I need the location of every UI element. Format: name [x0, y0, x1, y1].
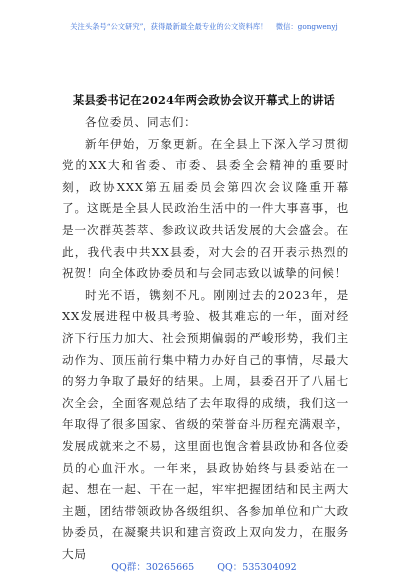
header-promo-text: 关注头条号“公文研究”，获得最新最全最专业的公文资料库！ — [70, 22, 268, 31]
document-title: 某县委书记在2024年两会政协会议开幕式上的讲话 — [72, 93, 336, 107]
header-wechat-text: 微信：gongwenyj — [275, 22, 338, 31]
paragraph-2: 时光不语，镌刻不凡。刚刚过去的2023年，是XX发展进程中极具考验、极其难忘的一年，面对经济下行压力加大、社会预期偏弱的严峻形势，我们主动作为、顶压前行集中精力办好自己的事情，尽最大的努力争取了最好的结果。上周，县委召开了八届七次全会，全面客观总结了去年取得的成绩，我们这一年取得了很多国家、省级的荣誉奋斗历程充满艰辛，发展成就来之不易，这里面也饱含着县政协和各位委员的心血汗水。一年来，县政协始终与县委站在一起、想在一起、干在一起，牢牢把握团结和民主两大主题，团结带领政协各级组织、各参加单位和广大政协委员，在凝聚共识和建言资政上双向发力，在服务大局 — [62, 287, 349, 561]
footer-qq-number: QQ：535304092 — [217, 562, 297, 573]
paragraph-1: 新年伊始，万象更新。在全县上下深入学习贯彻党的XX大和省委、市委、县委全会精神的重要时刻，政协XXX第五届委员会第四次会议隆重开幕了。这既是全县人民政治生活中的一件大事喜事，也是一次群英荟萃、参政议政共话发展的大会盛会。在此，我代表中共XX县委，对大会的召开表示热烈的祝贺！向全体政协委员和与会同志致以诚挚的问候！ — [62, 136, 349, 281]
header-banner — [0, 22, 408, 32]
document-body — [62, 112, 349, 565]
footer-qq-group: QQ群：30265665 — [111, 562, 195, 573]
greeting: 各位委员、同志们： — [85, 115, 197, 129]
footer — [0, 559, 408, 573]
